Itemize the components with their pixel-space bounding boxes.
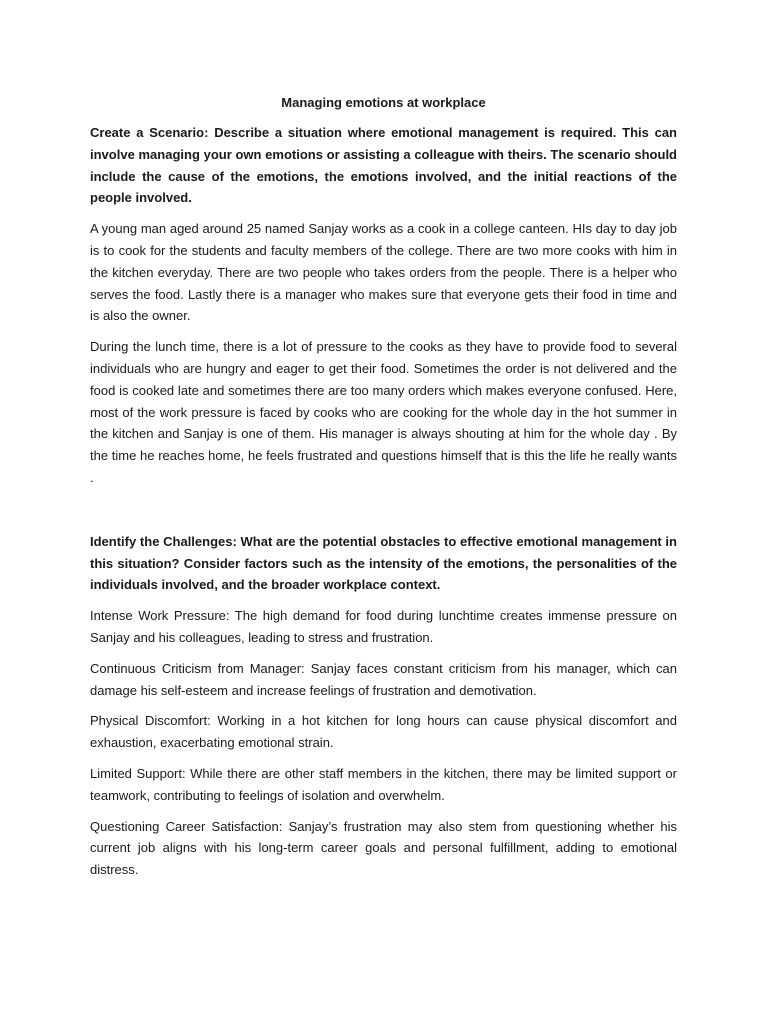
challenges-heading: Identify the Challenges: What are the potential obstacles to effective emotional management in this situation? Consider factors such as the intensity of the emotions, the personalities of the individuals involved, and the broader workplace context. xyxy=(90,533,677,593)
document-title: Managing emotions at workplace xyxy=(281,95,486,110)
challenge-paragraph: Limited Support: While there are other staff members in the kitchen, there may be limited support or teamwork, contributing to feelings of isolation and overwhelm. xyxy=(90,765,677,803)
scenario-paragraph: A young man aged around 25 named Sanjay works as a cook in a college canteen. HIs day to day job is to cook for the students and faculty members of the college. There are two more cooks with him in the kitchen everyday. There are two people who takes orders from the people. There is a helper who serves the food. Lastly there is a manager who makes sure that everyone gets their food in time and is also the owner. xyxy=(90,221,677,324)
challenge-paragraph: Questioning Career Satisfaction: Sanjay’s frustration may also stem from questioning whether his current job aligns with his long-term career goals and personal fulfillment, adding to emotional distress. xyxy=(90,818,677,878)
challenge-paragraph: Physical Discomfort: Working in a hot kitchen for long hours can cause physical discomfort and exhaustion, exacerbating emotional strain. xyxy=(90,713,677,751)
scenario-heading: Create a Scenario: Describe a situation where emotional management is required. This can involve managing your own emotions or assisting a colleague with theirs. The scenario should include the cause of the emotions, the emotions involved, and the initial reactions of the people involved. xyxy=(90,125,677,206)
document-page xyxy=(90,93,677,881)
challenge-paragraph: Continuous Criticism from Manager: Sanjay faces constant criticism from his manager, which can damage his self-esteem and increase feelings of frustration and demotivation. xyxy=(90,660,677,698)
scenario-paragraph: During the lunch time, there is a lot of pressure to the cooks as they have to provide food to several individuals who are hungry and eager to get their food. Sometimes the order is not delivered and the food is cooked late and sometimes there are too many orders which makes everyone confused. Here, most of the work pressure is faced by cooks who are cooking for the whole day in the hot summer in the kitchen and Sanjay is one of them. His manager is always shouting at him for the whole day . By the time he reaches home, he feels frustrated and questions himself that is this the life he really wants . xyxy=(90,339,677,485)
challenge-paragraph: Intense Work Pressure: The high demand for food during lunchtime creates immense pressure on Sanjay and his colleagues, leading to stress and frustration. xyxy=(90,608,677,645)
